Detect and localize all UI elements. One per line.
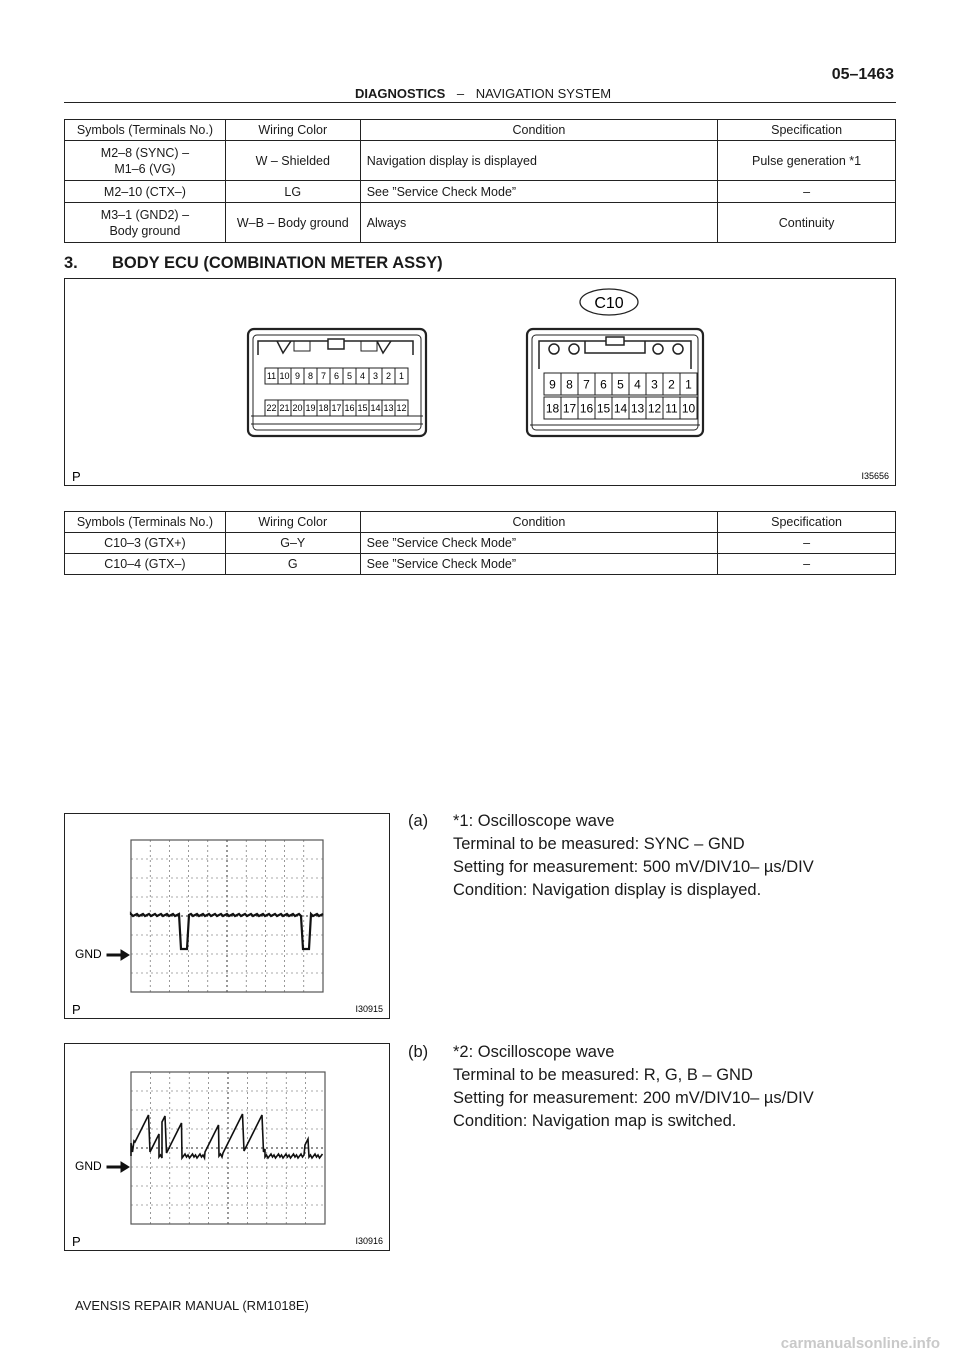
pin-number: 3 [651, 377, 658, 392]
pin-number: 7 [583, 377, 590, 392]
pin-number: 4 [634, 377, 641, 392]
footer-manual-title: AVENSIS REPAIR MANUAL (RM1018E) [75, 1298, 309, 1313]
pin-number: 15 [357, 403, 368, 414]
cell-condition: Navigation display is displayed [360, 141, 717, 181]
pin-number: 3 [372, 371, 379, 382]
gnd-arrow-icon [107, 950, 129, 960]
cell-symbol: C10–4 (GTX–) [65, 554, 226, 575]
pin-number: 5 [346, 371, 353, 382]
pin-number: 12 [647, 401, 662, 416]
note-line: Terminal to be measured: SYNC – GND [453, 835, 745, 853]
cell-condition: See ”Service Check Mode” [360, 554, 717, 575]
pin-number: 16 [579, 401, 594, 416]
cell-condition: See ”Service Check Mode” [360, 181, 717, 203]
pin-number: 13 [383, 403, 394, 414]
pin-number: 11 [665, 401, 678, 416]
col-header-spec: Specification [718, 120, 896, 141]
left-connector [248, 329, 426, 436]
col-header-wiring: Wiring Color [225, 120, 360, 141]
oscilloscope-figure-rgb [64, 1043, 390, 1251]
pin-number: 10 [681, 401, 696, 416]
cell-spec: – [718, 181, 896, 203]
pin-number: 14 [613, 401, 628, 416]
cell-wiring: W – Shielded [225, 141, 360, 181]
col-header-symbols: Symbols (Terminals No.) [65, 512, 226, 533]
figure-p-label: P [72, 1002, 81, 1017]
table-header-row [65, 120, 896, 141]
cell-spec: – [718, 533, 896, 554]
pin-number: 11 [266, 371, 277, 382]
connector-figure [64, 278, 896, 486]
cell-symbol: M3–1 (GND2) – Body ground [65, 203, 226, 243]
col-header-wiring: Wiring Color [225, 512, 360, 533]
oscilloscope-drawing-sync [65, 814, 389, 1018]
note-b [408, 1041, 814, 1133]
pin-number: 15 [596, 401, 611, 416]
note-line: *2: Oscilloscope wave [453, 1043, 615, 1061]
pin-number: 6 [333, 371, 340, 382]
watermark: carmanualsonline.info [780, 1335, 940, 1352]
note-line: Terminal to be measured: R, G, B – GND [453, 1066, 753, 1084]
table-row [65, 203, 896, 243]
running-header [355, 86, 611, 101]
pin-number: 6 [600, 377, 607, 392]
header-section: DIAGNOSTICS [355, 86, 446, 101]
table-row [65, 533, 896, 554]
note-line: Condition: Navigation display is displayed. [453, 881, 762, 899]
pin-number: 18 [545, 401, 560, 416]
pin-number: 2 [385, 371, 392, 382]
pin-number: 14 [370, 403, 381, 414]
terminal-table-1 [64, 119, 896, 243]
cell-symbol: M2–10 (CTX–) [65, 181, 226, 203]
oscilloscope-drawing-rgb [65, 1044, 389, 1250]
pin-number: 21 [279, 403, 290, 414]
note-marker: (a) [408, 812, 429, 830]
note-line: Condition: Navigation map is switched. [453, 1112, 737, 1130]
cell-condition: Always [360, 203, 717, 243]
figure-code: I30915 [355, 1004, 383, 1014]
note-a [408, 810, 814, 902]
pin-number: 1 [685, 377, 692, 392]
cell-spec: Pulse generation *1 [718, 141, 896, 181]
pin-number: 10 [279, 371, 290, 382]
col-header-symbols: Symbols (Terminals No.) [65, 120, 226, 141]
table-header-row [65, 512, 896, 533]
table-row [65, 181, 896, 203]
connector-label-c10: C10 [594, 295, 624, 312]
figure-code: I35656 [861, 471, 889, 481]
note-marker: (b) [408, 1043, 429, 1061]
pin-number: 5 [617, 377, 624, 392]
header-rule [64, 102, 896, 103]
col-header-condition: Condition [360, 120, 717, 141]
note-line: *1: Oscilloscope wave [453, 812, 615, 830]
pin-number: 12 [396, 403, 407, 414]
pin-number: 22 [266, 403, 277, 414]
table-row [65, 554, 896, 575]
pin-number: 4 [359, 371, 366, 382]
terminal-table-2 [64, 511, 896, 575]
cell-wiring: LG [225, 181, 360, 203]
table-row [65, 141, 896, 181]
pin-number: 9 [294, 371, 301, 382]
pin-number: 9 [549, 377, 556, 392]
pin-number: 19 [305, 403, 316, 414]
pin-number: 1 [398, 371, 405, 382]
cell-symbol: M2–8 (SYNC) – M1–6 (VG) [65, 141, 226, 181]
section-title: BODY ECU (COMBINATION METER ASSY) [112, 254, 443, 272]
header-separator: – [456, 86, 465, 101]
right-connector [527, 329, 703, 436]
pin-number: 7 [320, 371, 327, 382]
col-header-spec: Specification [718, 512, 896, 533]
pin-number: 8 [566, 377, 573, 392]
figure-p-label: P [72, 1234, 81, 1249]
pin-number: 2 [668, 377, 675, 392]
header-subsection: NAVIGATION SYSTEM [475, 86, 612, 101]
note-line: Setting for measurement: 500 mV/DIV10– µs/DIV [453, 858, 814, 876]
connector-drawing [65, 279, 895, 485]
oscilloscope-figure-sync [64, 813, 390, 1019]
pin-number: 8 [307, 371, 314, 382]
gnd-label: GND [75, 1159, 102, 1173]
cell-symbol: C10–3 (GTX+) [65, 533, 226, 554]
section-heading [64, 254, 443, 273]
cell-wiring: G–Y [225, 533, 360, 554]
gnd-label: GND [75, 947, 102, 961]
cell-condition: See ”Service Check Mode” [360, 533, 717, 554]
page-number: 05–1463 [831, 66, 894, 83]
note-line: Setting for measurement: 200 mV/DIV10– µs/DIV [453, 1089, 814, 1107]
section-number: 3. [64, 254, 78, 272]
pin-number: 17 [562, 401, 577, 416]
figure-code: I30916 [355, 1236, 383, 1246]
pin-number: 20 [292, 403, 303, 414]
cell-spec: Continuity [718, 203, 896, 243]
pin-number: 13 [630, 401, 645, 416]
pin-number: 18 [318, 403, 329, 414]
pin-number: 17 [331, 403, 342, 414]
figure-p-label: P [72, 469, 81, 484]
gnd-arrow-icon [107, 1162, 129, 1172]
cell-wiring: G [225, 554, 360, 575]
cell-wiring: W–B – Body ground [225, 203, 360, 243]
cell-spec: – [718, 554, 896, 575]
pin-number: 16 [344, 403, 355, 414]
col-header-condition: Condition [360, 512, 717, 533]
